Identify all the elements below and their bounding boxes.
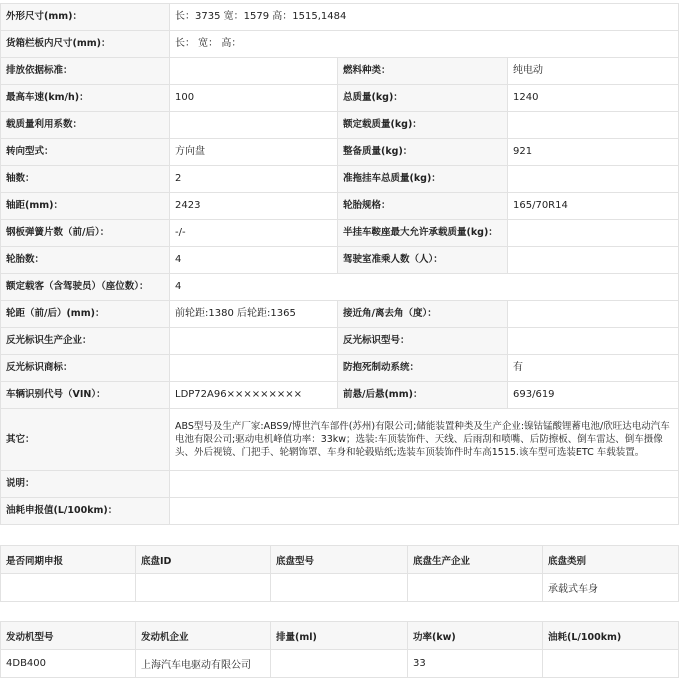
chassis-header-row	[1, 546, 679, 574]
engine-table	[0, 621, 679, 678]
spec-row	[1, 471, 679, 498]
spec-label: 总质量(kg)：	[338, 85, 508, 112]
chassis-data-cell	[1, 574, 136, 602]
spec-row	[1, 4, 679, 31]
engine-data-cell: 4DB400	[1, 650, 136, 678]
spec-value: 长： 宽： 高：	[170, 31, 679, 58]
spec-value: LDP72A96×××××××××	[170, 382, 338, 409]
spec-value	[508, 247, 679, 274]
spec-value	[508, 166, 679, 193]
spec-label: 前悬/后悬(mm)：	[338, 382, 508, 409]
spec-value: ABS型号及生产厂家:ABS9/博世汽车部件(苏州)有限公司;储能装置种类及生产企业:镍钴锰酸锂蓄电池/欣旺达电动汽车电池有限公司;驱动电机峰值功率：33kw；选装:车顶装饰件、天线、后雨刮和喷嘴、后防擦板、倒车雷达、倒车摄像头、外后视镜、门把手、轮辋饰罩、车身和轮毂贴纸;选装车顶装饰件时车高1515.该车型可选装ETC 车载装置。	[170, 409, 679, 471]
spec-label: 额定载质量(kg)：	[338, 112, 508, 139]
spec-value: 4	[170, 247, 338, 274]
engine-data-cell	[271, 650, 408, 678]
engine-data-cell: 33	[408, 650, 543, 678]
spec-value: 2	[170, 166, 338, 193]
chassis-data-cell	[408, 574, 543, 602]
engine-data-cell	[543, 650, 679, 678]
spec-label: 整备质量(kg)：	[338, 139, 508, 166]
engine-header-cell: 排量(ml)	[271, 622, 408, 650]
spec-label: 轮距（前/后）(mm)：	[1, 301, 170, 328]
spec-value	[170, 112, 338, 139]
spec-row	[1, 58, 679, 85]
spec-label: 接近角/离去角（度）：	[338, 301, 508, 328]
spec-value	[170, 498, 679, 525]
spec-label: 货箱栏板内尺寸(mm)：	[1, 31, 170, 58]
spec-row	[1, 382, 679, 409]
chassis-header-cell: 底盘类别	[543, 546, 679, 574]
spec-row	[1, 301, 679, 328]
spec-label: 钢板弹簧片数（前/后）：	[1, 220, 170, 247]
spec-label: 车辆识别代号（VIN）：	[1, 382, 170, 409]
spec-value: 长：3735 宽：1579 高：1515,1484	[170, 4, 679, 31]
spec-label: 油耗申报值(L/100km)：	[1, 498, 170, 525]
spec-label: 准拖挂车总质量(kg)：	[338, 166, 508, 193]
spec-label: 最高车速(km/h)：	[1, 85, 170, 112]
engine-data-row	[1, 650, 679, 678]
spec-value	[508, 328, 679, 355]
spec-label: 反光标识型号：	[338, 328, 508, 355]
spec-row	[1, 274, 679, 301]
spec-label: 反光标识生产企业：	[1, 328, 170, 355]
chassis-header-cell: 底盘生产企业	[408, 546, 543, 574]
spec-label: 驾驶室准乘人数（人）：	[338, 247, 508, 274]
spec-row	[1, 31, 679, 58]
chassis-data-cell	[271, 574, 408, 602]
engine-data-cell: 上海汽车电驱动有限公司	[136, 650, 271, 678]
spec-row	[1, 498, 679, 525]
engine-header-row	[1, 622, 679, 650]
spec-label: 轮胎数：	[1, 247, 170, 274]
spec-value: 921	[508, 139, 679, 166]
spec-value	[170, 328, 338, 355]
spec-label: 轮胎规格：	[338, 193, 508, 220]
spec-value: 有	[508, 355, 679, 382]
spec-value: 4	[170, 274, 679, 301]
spec-value	[508, 220, 679, 247]
spec-row	[1, 166, 679, 193]
spec-value: 165/70R14	[508, 193, 679, 220]
spec-row	[1, 112, 679, 139]
spec-label: 外形尺寸(mm)：	[1, 4, 170, 31]
spec-row	[1, 193, 679, 220]
spec-row	[1, 328, 679, 355]
spec-value: 2423	[170, 193, 338, 220]
chassis-data-row	[1, 574, 679, 602]
spec-row	[1, 139, 679, 166]
spec-value: 1240	[508, 85, 679, 112]
spec-row	[1, 85, 679, 112]
spec-label: 半挂车鞍座最大允许承载质量(kg)：	[338, 220, 508, 247]
spec-value	[508, 301, 679, 328]
spec-label: 载质量利用系数：	[1, 112, 170, 139]
engine-header-cell: 发动机企业	[136, 622, 271, 650]
spec-value: 纯电动	[508, 58, 679, 85]
chassis-data-cell: 承载式车身	[543, 574, 679, 602]
chassis-header-cell: 底盘型号	[271, 546, 408, 574]
spec-label: 说明：	[1, 471, 170, 498]
spec-row	[1, 409, 679, 471]
spec-table	[0, 3, 679, 525]
spec-label: 燃料种类：	[338, 58, 508, 85]
spec-value: 693/619	[508, 382, 679, 409]
chassis-table	[0, 545, 679, 602]
chassis-header-cell: 是否同期申报	[1, 546, 136, 574]
spec-value: 100	[170, 85, 338, 112]
chassis-header-cell: 底盘ID	[136, 546, 271, 574]
spec-value	[170, 58, 338, 85]
spec-label: 其它：	[1, 409, 170, 471]
spec-value	[170, 471, 679, 498]
spec-label: 防抱死制动系统：	[338, 355, 508, 382]
spec-value: 前轮距:1380 后轮距:1365	[170, 301, 338, 328]
spec-label: 反光标识商标：	[1, 355, 170, 382]
spec-label: 排放依据标准：	[1, 58, 170, 85]
engine-header-cell: 油耗(L/100km)	[543, 622, 679, 650]
chassis-data-cell	[136, 574, 271, 602]
spec-value	[170, 355, 338, 382]
spec-row	[1, 247, 679, 274]
spec-row	[1, 355, 679, 382]
spec-row	[1, 220, 679, 247]
spec-label: 转向型式：	[1, 139, 170, 166]
engine-header-cell: 发动机型号	[1, 622, 136, 650]
engine-header-cell: 功率(kw)	[408, 622, 543, 650]
spec-value	[508, 112, 679, 139]
spec-value: 方向盘	[170, 139, 338, 166]
spec-label: 轴数：	[1, 166, 170, 193]
spec-label: 轴距(mm)：	[1, 193, 170, 220]
spec-label: 额定载客（含驾驶员）（座位数）：	[1, 274, 170, 301]
spec-value: -/-	[170, 220, 338, 247]
